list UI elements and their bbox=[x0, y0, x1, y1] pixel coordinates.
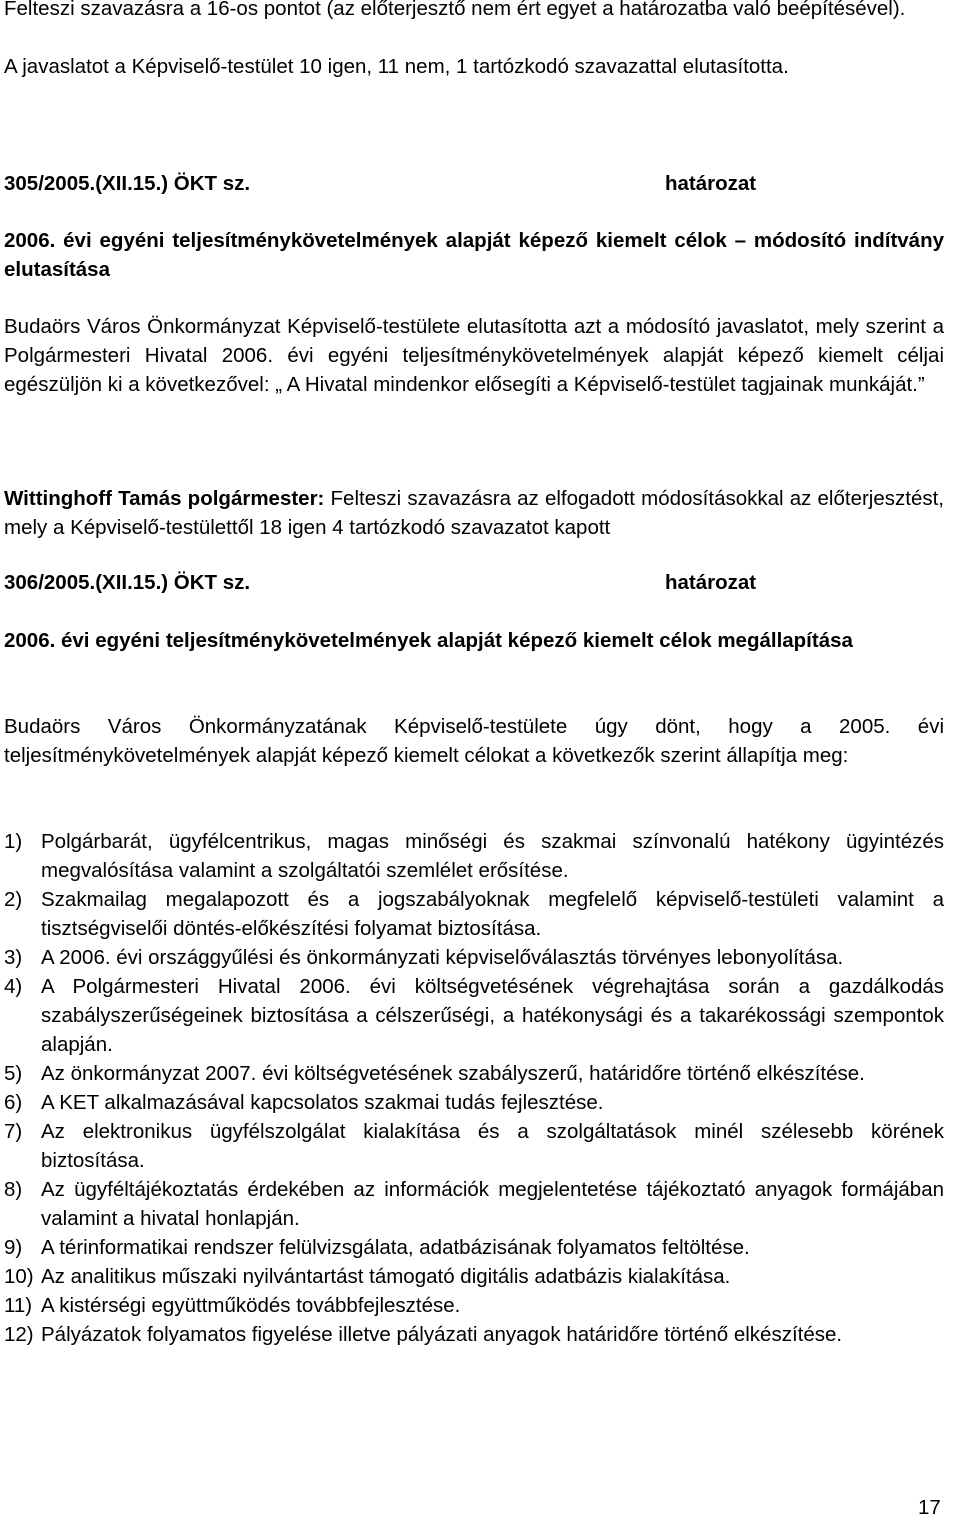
list-item-text: Az ügyféltájékoztatás érdekében az információk megjelentetése tájékoztató anyagok formájában valamint a hivatal honlapján. bbox=[41, 1178, 944, 1230]
list-item bbox=[4, 1175, 944, 1233]
list-item-text: A 2006. évi országgyűlési és önkormányzati képviselőválasztás törvényes lebonyolítása. bbox=[41, 946, 844, 969]
list-item bbox=[4, 1291, 944, 1320]
list-item bbox=[4, 827, 944, 885]
resolution-1-title: 2006. évi egyéni teljesítménykövetelmények alapját képező kiemelt célok – módosító indítvány elutasítása bbox=[4, 229, 944, 281]
list-item-text: Az analitikus műszaki nyilvántartást támogató digitális adatbázis kialakítása. bbox=[41, 1265, 731, 1288]
list-item bbox=[4, 943, 944, 972]
resolution-2-number: 306/2005.(XII.15.) ÖKT sz. bbox=[4, 571, 251, 594]
resolution-1-type: határozat bbox=[665, 172, 757, 195]
list-item-number: 5) bbox=[4, 1062, 23, 1085]
list-item-number: 7) bbox=[4, 1120, 23, 1143]
list-item-text: Szakmailag megalapozott és a jogszabályoknak megfelelő képviselő-testületi valamint a tisztségviselői döntés-előkészítési folyamat biztosítása. bbox=[41, 888, 944, 940]
list-item-text: Az önkormányzat 2007. évi költségvetésének szabályszerű, határidőre történő elkészítése. bbox=[41, 1062, 865, 1085]
list-item bbox=[4, 1320, 944, 1349]
list-item-number: 9) bbox=[4, 1236, 23, 1259]
list-item-number: 8) bbox=[4, 1178, 23, 1201]
resolution-2-type: határozat bbox=[665, 571, 757, 594]
list-item-text: Pályázatok folyamatos figyelése illetve pályázati anyagok határidőre történő elkészítése. bbox=[41, 1323, 843, 1346]
speaker-text: Felteszi szavazásra az elfogadott módosításokkal az előterjesztést, mely a Képviselő-testülettől 18 igen 4 tartózkodó szavazatot kapott bbox=[4, 487, 944, 539]
list-item-number: 10) bbox=[4, 1265, 34, 1288]
list-item-number: 4) bbox=[4, 975, 23, 998]
list-item-number: 3) bbox=[4, 946, 23, 969]
resolution-1-number: 305/2005.(XII.15.) ÖKT sz. bbox=[4, 172, 251, 195]
intro-paragraph-2: A javaslatot a Képviselő-testület 10 igen, 11 nem, 1 tartózkodó szavazattal elutasította. bbox=[4, 55, 789, 78]
list-item-number: 1) bbox=[4, 830, 23, 853]
resolution-2-title: 2006. évi egyéni teljesítménykövetelmények alapját képező kiemelt célok megállapítása bbox=[4, 629, 853, 652]
list-item bbox=[4, 1262, 944, 1291]
speaker-paragraph bbox=[4, 484, 944, 542]
list-item bbox=[4, 1117, 944, 1175]
resolution-1-header bbox=[4, 169, 944, 198]
list-item bbox=[4, 1233, 944, 1262]
list-item-text: Az elektronikus ügyfélszolgálat kialakítása és a szolgáltatások minél szélesebb körének biztosítása. bbox=[41, 1120, 944, 1172]
intro-paragraph-1: Felteszi szavazásra a 16-os pontot (az előterjesztő nem ért egyet a határozatba való beépítésével). bbox=[4, 0, 906, 20]
list-item bbox=[4, 885, 944, 943]
resolution-2-header bbox=[4, 568, 944, 597]
list-item-text: A Polgármesteri Hivatal 2006. évi költségvetésének végrehajtása során a gazdálkodás szabályszerűségeinek biztosítása a célszerűségi, a hatékonysági és a takarékossági szempontok alapján. bbox=[41, 975, 944, 1056]
list-item-text: A KET alkalmazásával kapcsolatos szakmai tudás fejlesztése. bbox=[41, 1091, 604, 1114]
list-item bbox=[4, 1088, 944, 1117]
list-item bbox=[4, 1059, 944, 1088]
list-item-number: 2) bbox=[4, 888, 23, 911]
list-item-number: 6) bbox=[4, 1091, 23, 1114]
list-item-text: A térinformatikai rendszer felülvizsgálata, adatbázisának folyamatos feltöltése. bbox=[41, 1236, 750, 1259]
list-item-number: 12) bbox=[4, 1323, 34, 1346]
list-item-number: 11) bbox=[4, 1294, 33, 1317]
speaker-name: Wittinghoff Tamás polgármester: bbox=[4, 487, 325, 510]
resolution-1-body: Budaörs Város Önkormányzat Képviselő-testülete elutasította azt a módosító javaslatot, mely szerint a Polgármesteri Hivatal 2006. évi egyéni teljesítménykövetelmények alapját képező kiemelt céljai egészüljön ki a következővel: „ A Hivatal mindenkor elősegíti a Képviselő-testület tagjainak munkáját.” bbox=[4, 315, 944, 396]
list-item bbox=[4, 972, 944, 1059]
page-number: 17 bbox=[918, 1496, 941, 1519]
list-item-text: A kistérségi együttműködés továbbfejlesztése. bbox=[41, 1294, 461, 1317]
resolution-2-body: Budaörs Város Önkormányzatának Képviselő-testülete úgy dönt, hogy a 2005. évi teljesítménykövetelmények alapját képező kiemelt célokat a következők szerint állapítja meg: bbox=[4, 715, 944, 767]
goals-list bbox=[4, 827, 944, 1349]
list-item-text: Polgárbarát, ügyfélcentrikus, magas minőségi és szakmai színvonalú hatékony ügyintézés megvalósítása valamint a szolgáltatói szemlélet erősítése. bbox=[41, 830, 944, 882]
